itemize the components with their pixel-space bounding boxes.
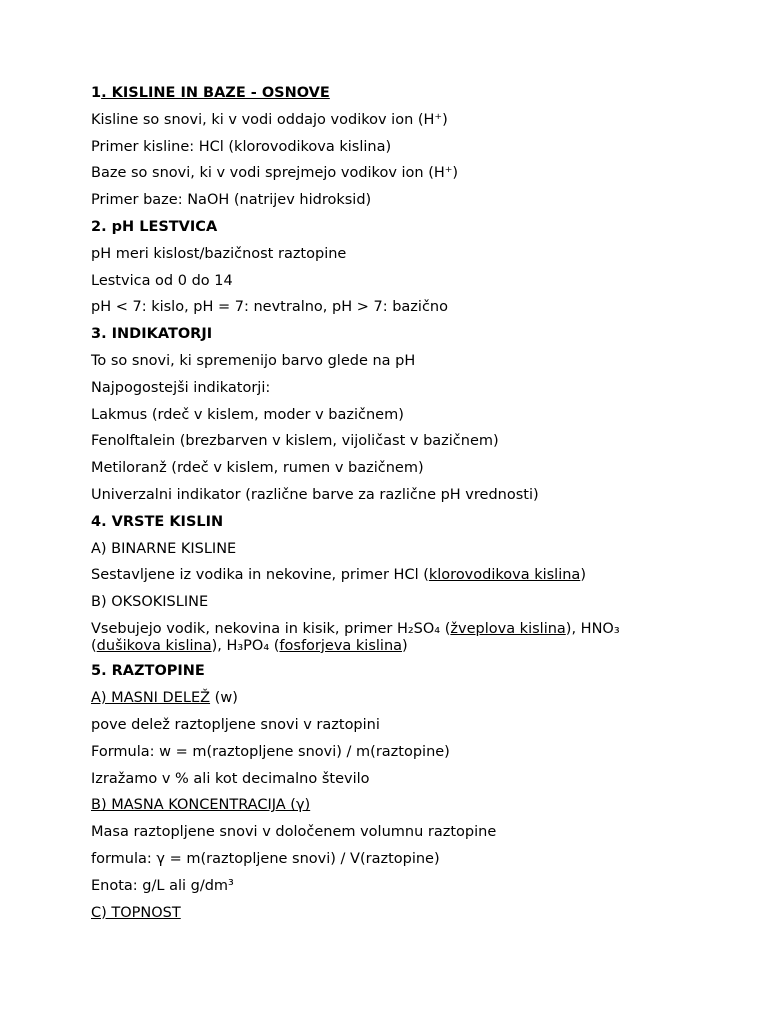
- subheading-solubility: C) TOPNOST: [91, 904, 181, 921]
- text: Vsebujejo vodik, nekovina in kisik, primer H₂SO₄ (: [91, 620, 451, 637]
- paragraph: Fenolftalein (brezbarven v kislem, vijoličast v bazičnem): [91, 433, 499, 450]
- paragraph: pH meri kislost/bazičnost raztopine: [91, 245, 347, 262]
- text: (w): [210, 690, 238, 707]
- text: ), H₃PO₄ (: [211, 637, 280, 654]
- subheading-binary-acids: A) BINARNE KISLINE: [91, 540, 237, 557]
- subheading-text: A) MASNI DELEŽ: [91, 690, 211, 707]
- section-5-heading: 5. RAZTOPINE: [91, 663, 205, 680]
- link-sulfuric[interactable]: žveplova kislina: [450, 620, 566, 637]
- paragraph: Masa raztopljene snovi v določenem volumnu raztopine: [91, 824, 497, 841]
- link-nitric[interactable]: dušikova kislina: [96, 637, 212, 654]
- paragraph: formula: γ = m(raztopljene snovi) / V(raztopine): [91, 851, 440, 868]
- document-body: [91, 85, 691, 931]
- section-2-heading: 2. pH LESTVICA: [91, 218, 218, 235]
- section-1-number: 1: [91, 85, 102, 101]
- text: ): [402, 637, 408, 654]
- paragraph: Lestvica od 0 do 14: [91, 272, 233, 289]
- section-4-heading: 4. VRSTE KISLIN: [91, 513, 224, 530]
- paragraph: Univerzalni indikator (različne barve za različne pH vrednosti): [91, 486, 539, 503]
- paragraph: Lakmus (rdeč v kislem, moder v bazičnem): [91, 406, 404, 423]
- paragraph: Baze so snovi, ki v vodi sprejmejo vodikov ion (H⁺): [91, 165, 459, 182]
- paragraph: Najpogostejši indikatorji:: [91, 379, 271, 396]
- paragraph: Metiloranž (rdeč v kislem, rumen v bazičnem): [91, 460, 424, 477]
- section-1-heading: [91, 85, 691, 102]
- paragraph: pove delež raztopljene snovi v raztopini: [91, 717, 380, 734]
- paragraph: pH < 7: kislo, pH = 7: nevtralno, pH > 7: bazično: [91, 299, 448, 316]
- paragraph: Kisline so snovi, ki v vodi oddajo vodikov ion (H⁺): [91, 111, 448, 128]
- subheading-oxoacids: B) OKSOKISLINE: [91, 594, 209, 611]
- paragraph: To so snovi, ki spremenijo barvo glede na pH: [91, 352, 416, 369]
- paragraph: Izražamo v % ali kot decimalno število: [91, 770, 370, 787]
- paragraph: Primer kisline: HCl (klorovodikova kislina): [91, 138, 392, 155]
- paragraph: [91, 567, 691, 584]
- subheading-mass-fraction: [91, 690, 691, 707]
- paragraph: Enota: g/L ali g/dm³: [91, 877, 234, 894]
- section-1-title: . KISLINE IN BAZE - OSNOVE: [101, 85, 330, 101]
- section-3-heading: 3. INDIKATORJI: [91, 326, 213, 343]
- paragraph: Primer baze: NaOH (natrijev hidroksid): [91, 192, 372, 209]
- paragraph: [91, 621, 691, 655]
- link-phosphoric[interactable]: fosforjeva kislina: [279, 637, 403, 654]
- subheading-mass-concentration: B) MASNA KONCENTRACIJA (γ): [91, 797, 311, 814]
- link-hcl[interactable]: klorovodikova kislina: [428, 567, 581, 584]
- text: ): [580, 567, 586, 584]
- text: Sestavljene iz vodika in nekovine, primer HCl (: [91, 567, 429, 584]
- paragraph: Formula: w = m(raztopljene snovi) / m(raztopine): [91, 743, 450, 760]
- text: ), HNO₃ (: [91, 620, 620, 654]
